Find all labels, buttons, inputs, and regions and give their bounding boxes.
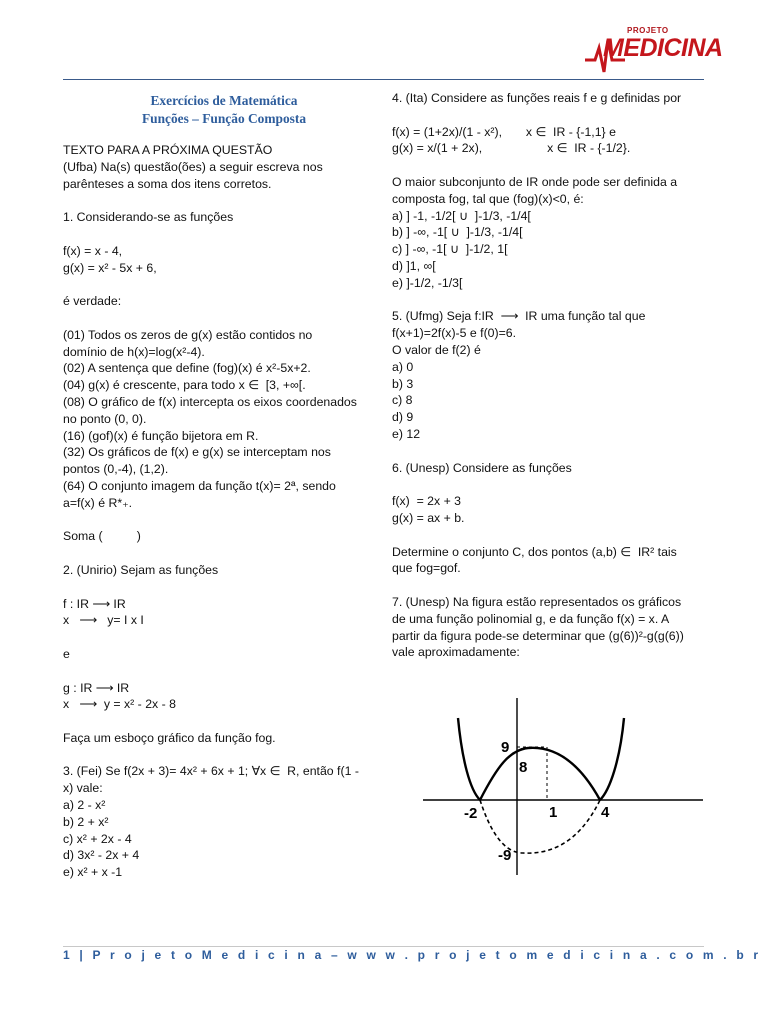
text-line bbox=[63, 276, 375, 293]
text-line bbox=[392, 476, 708, 493]
left-question-text bbox=[63, 142, 375, 881]
text-line: 5. (Ufmg) Seja f:IR ⟶ IR uma função tal que bbox=[392, 309, 646, 324]
text-line: x) vale: bbox=[63, 781, 103, 796]
page-footer: 1 | P r o j e t o M e d i c i n a – w w w . p r o j e t o m e d i c i n a . c o m . b r bbox=[63, 948, 762, 962]
text-line bbox=[63, 629, 375, 646]
text-line: e) x² + x -1 bbox=[63, 865, 123, 880]
text-line: O valor de f(2) é bbox=[392, 342, 481, 357]
text-line: 6. (Unesp) Considere as funções bbox=[392, 460, 572, 475]
text-line bbox=[63, 747, 375, 764]
text-line: Faça um esboço gráfico da função fog. bbox=[63, 730, 276, 745]
text-line: g(x) = x² - 5x + 6, bbox=[63, 260, 157, 275]
text-line bbox=[63, 192, 375, 209]
text-line bbox=[63, 512, 375, 529]
text-line: (64) O conjunto imagem da função t(x)= 2ª, sendo bbox=[63, 478, 336, 493]
text-line: d) 9 bbox=[392, 410, 414, 425]
text-line: 7. (Unesp) Na figura estão representados os gráficos bbox=[392, 594, 682, 609]
text-line: TEXTO PARA A PRÓXIMA QUESTÃO bbox=[63, 143, 273, 157]
text-line: (04) g(x) é crescente, para todo x ∈ [3, +∞[. bbox=[63, 378, 306, 393]
text-line: que fog=gof. bbox=[392, 561, 461, 576]
text-line: vale aproximadamente: bbox=[392, 645, 520, 660]
text-line: (02) A sentença que define (fog)(x) é x²-5x+2. bbox=[63, 361, 311, 376]
text-line bbox=[63, 545, 375, 562]
text-line: g(x) = x/(1 + 2x), x ∈ IR - {-1/2}. bbox=[392, 141, 631, 156]
text-line: e bbox=[63, 646, 70, 661]
text-line bbox=[392, 443, 708, 460]
right-question-text bbox=[392, 90, 708, 661]
text-line: O maior subconjunto de IR onde pode ser definida a bbox=[392, 174, 678, 189]
page-title: Exercícios de Matemática bbox=[150, 93, 298, 108]
text-line: partir da figura pode-se determinar que (g(6))²-g(g(6)) bbox=[392, 628, 684, 643]
text-line: no ponto (0, 0). bbox=[63, 411, 147, 426]
label-xneg2: -2 bbox=[464, 805, 478, 822]
text-line: (Ufba) Na(s) questão(ões) a seguir escreva nos bbox=[63, 159, 323, 174]
label-yneg9: -9 bbox=[498, 847, 512, 864]
text-line: e) 12 bbox=[392, 426, 421, 441]
text-line bbox=[392, 107, 708, 124]
text-line: a) 2 - x² bbox=[63, 798, 106, 813]
text-line bbox=[392, 292, 708, 309]
text-line: Soma ( ) bbox=[63, 529, 141, 544]
text-line: b) ] -∞, -1[ ∪ ]-1/3, -1/4[ bbox=[392, 225, 523, 240]
text-line: parênteses a soma dos itens corretos. bbox=[63, 176, 272, 191]
g-upper-arc bbox=[480, 748, 600, 800]
text-line bbox=[63, 713, 375, 730]
text-line: f(x+1)=2f(x)-5 e f(0)=6. bbox=[392, 326, 517, 341]
text-line: (08) O gráfico de f(x) intercepta os eixos coordenados bbox=[63, 394, 357, 409]
text-line: c) ] -∞, -1[ ∪ ]-1/2, 1[ bbox=[392, 242, 508, 257]
text-line: f(x) = x - 4, bbox=[63, 243, 123, 258]
text-line: b) 3 bbox=[392, 376, 414, 391]
text-line: e) ]-1/2, -1/3[ bbox=[392, 275, 463, 290]
text-line bbox=[63, 663, 375, 680]
header-divider bbox=[63, 79, 704, 80]
text-line: g : IR ⟶ IR bbox=[63, 680, 130, 695]
left-column bbox=[63, 92, 375, 881]
text-line: x ⟶ y = x² - 2x - 8 bbox=[63, 697, 176, 712]
text-line: Determine o conjunto C, dos pontos (a,b) ∈ IR² tais bbox=[392, 544, 677, 559]
text-line: c) 8 bbox=[392, 393, 413, 408]
function-graph bbox=[418, 690, 708, 880]
text-line: (16) (gof)(x) é função bijetora em R. bbox=[63, 428, 259, 443]
page-subtitle: Funções – Função Composta bbox=[141, 111, 307, 126]
text-line: a=f(x) é R*₊. bbox=[63, 495, 133, 510]
logo-top-text: PROJETO bbox=[627, 26, 669, 35]
text-line: f(x) = 2x + 3 bbox=[392, 494, 462, 509]
text-line: 1. Considerando-se as funções bbox=[63, 210, 234, 225]
text-line: x ⟶ y= I x I bbox=[63, 613, 144, 628]
text-line bbox=[63, 310, 375, 327]
text-line bbox=[63, 226, 375, 243]
text-line bbox=[392, 157, 708, 174]
footer-divider bbox=[63, 946, 704, 947]
text-line: a) ] -1, -1/2[ ∪ ]-1/3, -1/4[ bbox=[392, 208, 531, 223]
text-line: f : IR ⟶ IR bbox=[63, 596, 126, 611]
text-line: b) 2 + x² bbox=[63, 814, 109, 829]
right-column bbox=[392, 90, 708, 661]
g-right-branch bbox=[600, 718, 624, 800]
text-line: 4. (Ita) Considere as funções reais f e g definidas por bbox=[392, 91, 682, 105]
text-line: pontos (0,-4), (1,2). bbox=[63, 462, 169, 477]
text-line: 3. (Fei) Se f(2x + 3)= 4x² + 6x + 1; ∀x ∈ R, então f(1 - bbox=[63, 764, 359, 779]
text-line: c) x² + 2x - 4 bbox=[63, 831, 132, 846]
label-x1: 1 bbox=[549, 804, 558, 821]
text-line bbox=[63, 579, 375, 596]
text-line: g(x) = ax + b. bbox=[392, 510, 465, 525]
text-line: domínio de h(x)=log(x²-4). bbox=[63, 344, 205, 359]
text-line: (32) Os gráficos de f(x) e g(x) se interceptam nos bbox=[63, 445, 331, 460]
label-x4: 4 bbox=[601, 804, 610, 821]
lower-dashed-arc bbox=[480, 800, 600, 853]
text-line: de uma função polinomial g, e da função f(x) = x. A bbox=[392, 611, 670, 626]
text-line: a) 0 bbox=[392, 359, 414, 374]
text-line: f(x) = (1+2x)/(1 - x²), x ∈ IR - {-1,1} e bbox=[392, 124, 616, 139]
text-line: d) 3x² - 2x + 4 bbox=[63, 848, 140, 863]
text-line: 2. (Unirio) Sejam as funções bbox=[63, 562, 219, 577]
logo-main-text: MEDICINA bbox=[603, 34, 723, 62]
text-line bbox=[392, 527, 708, 544]
g-left-branch bbox=[458, 718, 480, 800]
text-line: d) ]1, ∞[ bbox=[392, 258, 436, 273]
label-y8: 8 bbox=[519, 759, 528, 776]
text-line bbox=[392, 577, 708, 594]
text-line: é verdade: bbox=[63, 294, 122, 309]
label-y9: 9 bbox=[501, 739, 510, 756]
projeto-medicina-logo bbox=[585, 26, 723, 76]
text-line: composta fog, tal que (fog)(x)<0, é: bbox=[392, 191, 584, 206]
text-line: (01) Todos os zeros de g(x) estão contidos no bbox=[63, 327, 313, 342]
